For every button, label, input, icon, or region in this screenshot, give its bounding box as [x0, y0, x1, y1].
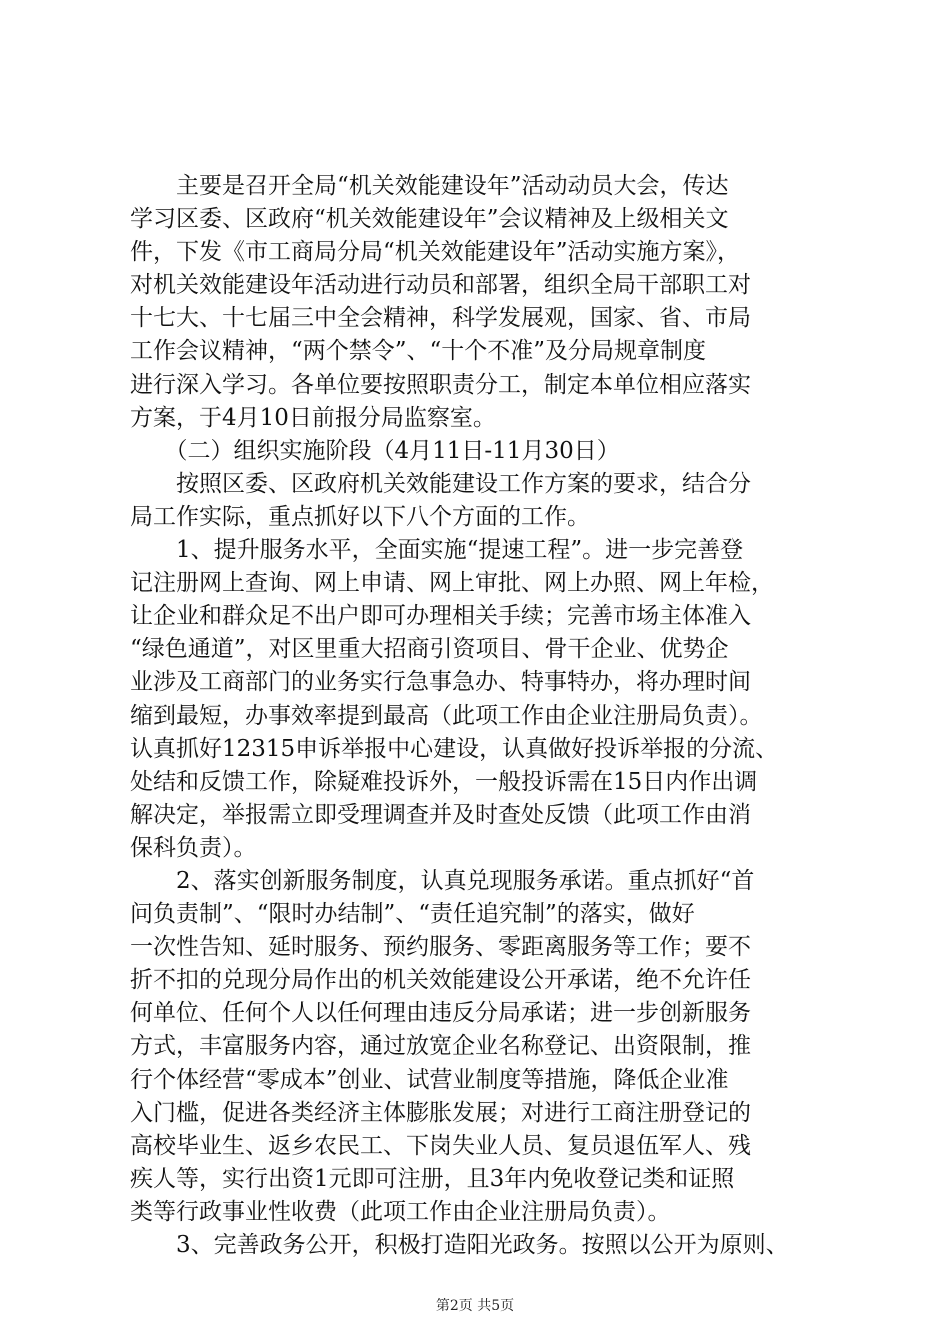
- text-line: 缩到最短，办事效率提到最高（此项工作由企业注册局负责）。: [130, 702, 763, 729]
- text-line: 十七大、十七届三中全会精神，科学发展观，国家、省、市局: [130, 305, 751, 332]
- text-line: 方式，丰富服务内容，通过放宽企业名称登记、出资限制，推: [130, 1033, 751, 1060]
- text-line: 对机关效能建设年活动进行动员和部署，组织全局干部职工对: [130, 272, 751, 299]
- text-line: 按照区委、区政府机关效能建设工作方案的要求，结合分: [130, 470, 751, 497]
- text-line: 高校毕业生、返乡农民工、下岗失业人员、复员退伍军人、残: [130, 1132, 751, 1159]
- text-line: 记注册网上查询、网上申请、网上审批、网上办照、网上年检，: [130, 570, 774, 597]
- text-line: 方案，于4月10日前报分局监察室。: [130, 404, 496, 431]
- page-footer: 第2页 共5页: [435, 1298, 515, 1314]
- text-line: 入门槛，促进各类经济主体膨胀发展；对进行工商注册登记的: [130, 1099, 751, 1126]
- text-line: 让企业和群众足不出户即可办理相关手续；完善市场主体准入: [130, 603, 751, 630]
- text-line: （二）组织实施阶段（4月11日-11月30日）: [130, 437, 620, 464]
- text-line: 处结和反馈工作，除疑难投诉外，一般投诉需在15日内作出调: [130, 768, 758, 795]
- text-line: 疾人等，实行出资1元即可注册，且3年内免收登记类和证照: [130, 1165, 735, 1192]
- text-line: 认真抓好12315申诉举报中心建设，认真做好投诉举报的分流、: [130, 735, 779, 762]
- text-line: 折不扣的兑现分局作出的机关效能建设公开承诺，绝不允许任: [130, 967, 751, 994]
- text-line: 问负责制”、“限时办结制”、“责任追究制”的落实，做好: [130, 901, 695, 928]
- text-line: 件，下发《市工商局分局“机关效能建设年”活动实施方案》，: [130, 239, 741, 266]
- text-line: 2、落实创新服务制度，认真兑现服务承诺。重点抓好“首: [130, 867, 755, 894]
- text-line: 局工作实际，重点抓好以下八个方面的工作。: [130, 503, 590, 530]
- text-line: 类等行政事业性收费（此项工作由企业注册局负责）。: [130, 1198, 671, 1225]
- text-line: 解决定，举报需立即受理调查并及时查处反馈（此项工作由消: [130, 801, 751, 828]
- text-line: 3、完善政务公开，积极打造阳光政务。按照以公开为原则、: [130, 1232, 789, 1258]
- text-line: 行个体经营“零成本”创业、试营业制度等措施，降低企业准: [130, 1066, 729, 1093]
- text-line: 学习区委、区政府“机关效能建设年”会议精神及上级相关文: [130, 206, 729, 233]
- text-line: 一次性告知、延时服务、预约服务、零距离服务等工作；要不: [130, 934, 751, 961]
- text-line: 工作会议精神，“两个禁令”、“十个不准”及分局规章制度: [130, 338, 707, 365]
- text-line: “绿色通道”，对区里重大招商引资项目、骨干企业、优势企: [130, 636, 729, 663]
- text-line: 业涉及工商部门的业务实行急事急办、特事特办，将办理时间: [130, 669, 751, 696]
- document-body: [130, 170, 850, 1262]
- text-line: 进行深入学习。各单位要按照职责分工，制定本单位相应落实: [130, 371, 751, 398]
- text-line: 主要是召开全局“机关效能建设年”活动动员大会，传达: [130, 173, 729, 199]
- text-line: 1、提升服务水平，全面实施“提速工程”。进一步完善登: [130, 537, 744, 564]
- text-line: 保科负责）。: [130, 834, 257, 861]
- text-line: 何单位、任何个人以任何理由违反分局承诺；进一步创新服务: [130, 1000, 751, 1027]
